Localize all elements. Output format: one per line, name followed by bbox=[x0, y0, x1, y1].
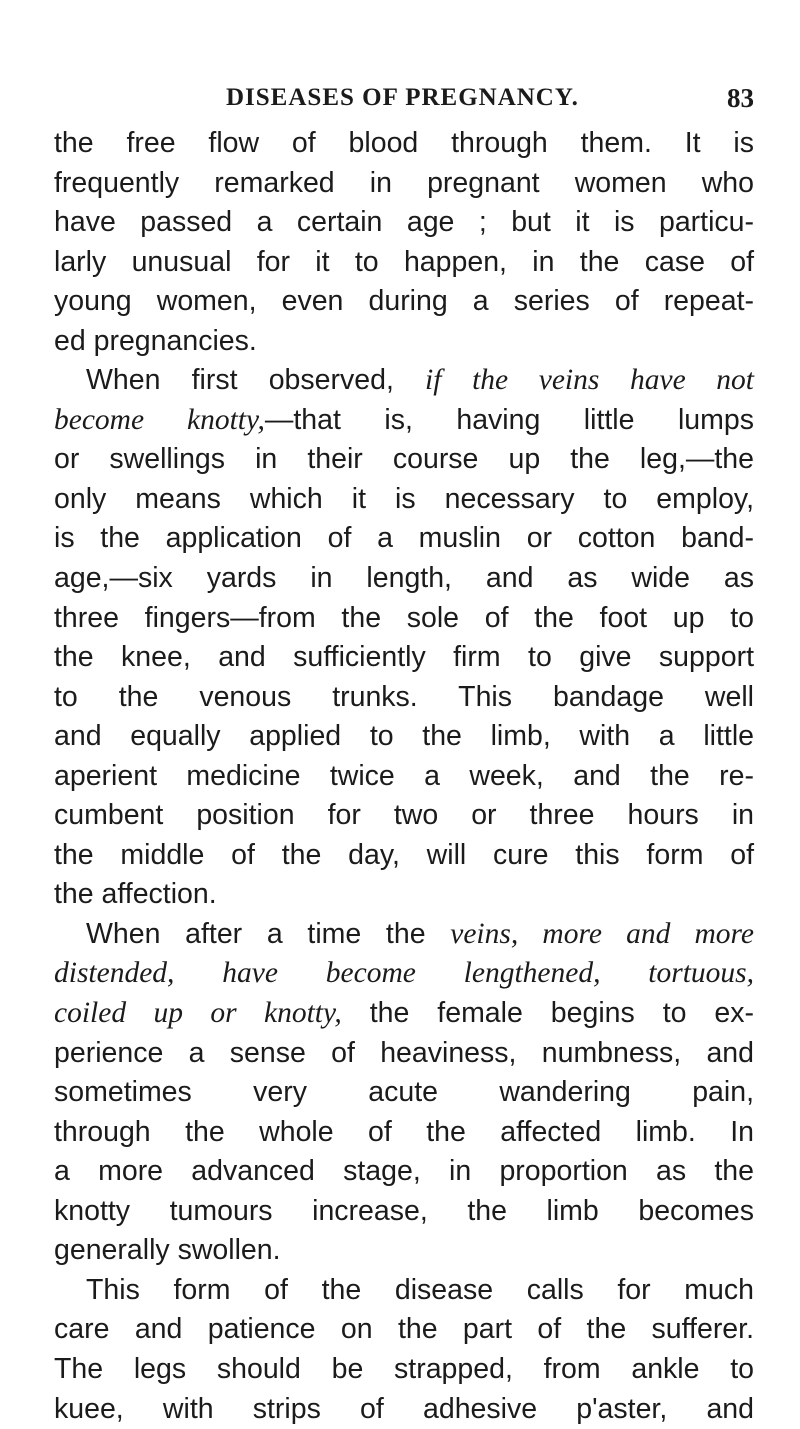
text-line bbox=[54, 1310, 754, 1350]
text-run: care and patience on the part of the sufferer. bbox=[54, 1313, 754, 1345]
text-line bbox=[54, 836, 754, 876]
text-run: knotty tumours increase, the limb becomes bbox=[54, 1195, 754, 1227]
text-line bbox=[54, 164, 754, 204]
text-run: young women, even during a series of repeat- bbox=[54, 285, 754, 317]
running-title: DISEASES OF PREGNANCY. bbox=[226, 80, 579, 116]
text-line bbox=[54, 757, 754, 797]
text-line bbox=[54, 322, 754, 362]
text-line bbox=[54, 678, 754, 718]
text-run: the middle of the day, will cure this form of bbox=[54, 839, 754, 871]
text-line bbox=[54, 282, 754, 322]
running-head bbox=[226, 80, 754, 116]
text-line bbox=[54, 1271, 754, 1311]
text-run: the knee, and sufficiently firm to give support bbox=[54, 641, 754, 673]
text-run: the affection. bbox=[54, 878, 217, 910]
text-run: —that is, having little lumps bbox=[265, 404, 754, 436]
text-run: sometimes very acute wandering pain, bbox=[54, 1076, 754, 1108]
body-text bbox=[54, 124, 754, 1429]
text-run: to the venous trunks. This bandage well bbox=[54, 681, 754, 713]
text-line bbox=[54, 361, 754, 401]
text-line bbox=[54, 1192, 754, 1232]
text-run: kuee, with strips of adhesive p'aster, and bbox=[54, 1393, 754, 1425]
text-run: ed pregnancies. bbox=[54, 325, 257, 357]
text-line bbox=[54, 1390, 754, 1429]
text-line bbox=[54, 1073, 754, 1113]
text-line bbox=[54, 796, 754, 836]
text-run: larly unusual for it to happen, in the case of bbox=[54, 246, 754, 278]
text-line bbox=[54, 599, 754, 639]
text-run: When after a time the bbox=[86, 918, 450, 950]
text-run: age,—six yards in length, and as wide as bbox=[54, 562, 754, 594]
text-line bbox=[54, 638, 754, 678]
text-line bbox=[54, 1350, 754, 1390]
text-run: three fingers—from the sole of the foot up to bbox=[54, 602, 754, 634]
text-run: The legs should be strapped, from ankle to bbox=[54, 1353, 754, 1385]
italic-text: coiled up or knotty, bbox=[54, 997, 342, 1029]
text-run: only means which it is necessary to employ, bbox=[54, 483, 754, 515]
text-line bbox=[54, 124, 754, 164]
text-line bbox=[54, 954, 754, 994]
text-line bbox=[54, 915, 754, 955]
text-run: or swellings in their course up the leg,—the bbox=[54, 443, 754, 475]
text-line bbox=[54, 1034, 754, 1074]
text-run: the female begins to ex- bbox=[342, 997, 754, 1029]
text-line bbox=[54, 1231, 754, 1271]
text-line bbox=[54, 1113, 754, 1153]
text-line bbox=[54, 717, 754, 757]
text-line bbox=[54, 440, 754, 480]
text-run: have passed a certain age ; but it is particu- bbox=[54, 206, 754, 238]
italic-text: veins, more and more bbox=[450, 918, 754, 950]
text-line bbox=[54, 243, 754, 283]
text-run: a more advanced stage, in proportion as the bbox=[54, 1155, 754, 1187]
text-run: is the application of a muslin or cotton band- bbox=[54, 522, 754, 554]
italic-text: distended, have become lengthened, tortuous, bbox=[54, 957, 754, 989]
text-run: aperient medicine twice a week, and the re- bbox=[54, 760, 754, 792]
text-line bbox=[54, 1152, 754, 1192]
text-run: frequently remarked in pregnant women who bbox=[54, 167, 754, 199]
text-line bbox=[54, 559, 754, 599]
text-line bbox=[54, 401, 754, 441]
text-run: This form of the disease calls for much bbox=[86, 1274, 754, 1306]
italic-text: become knotty, bbox=[54, 404, 265, 436]
italic-text: if the veins have not bbox=[425, 364, 754, 396]
text-line bbox=[54, 519, 754, 559]
text-run: through the whole of the affected limb. In bbox=[54, 1116, 754, 1148]
page-number: 83 bbox=[727, 80, 754, 116]
text-run: cumbent position for two or three hours in bbox=[54, 799, 754, 831]
text-line bbox=[54, 875, 754, 915]
text-run: When first observed, bbox=[86, 364, 425, 396]
text-line bbox=[54, 480, 754, 520]
text-run: generally swollen. bbox=[54, 1234, 281, 1266]
text-run: and equally applied to the limb, with a little bbox=[54, 720, 754, 752]
text-run: perience a sense of heaviness, numbness, and bbox=[54, 1037, 754, 1069]
text-run: the free flow of blood through them. It is bbox=[54, 127, 754, 159]
text-line bbox=[54, 994, 754, 1034]
text-line bbox=[54, 203, 754, 243]
